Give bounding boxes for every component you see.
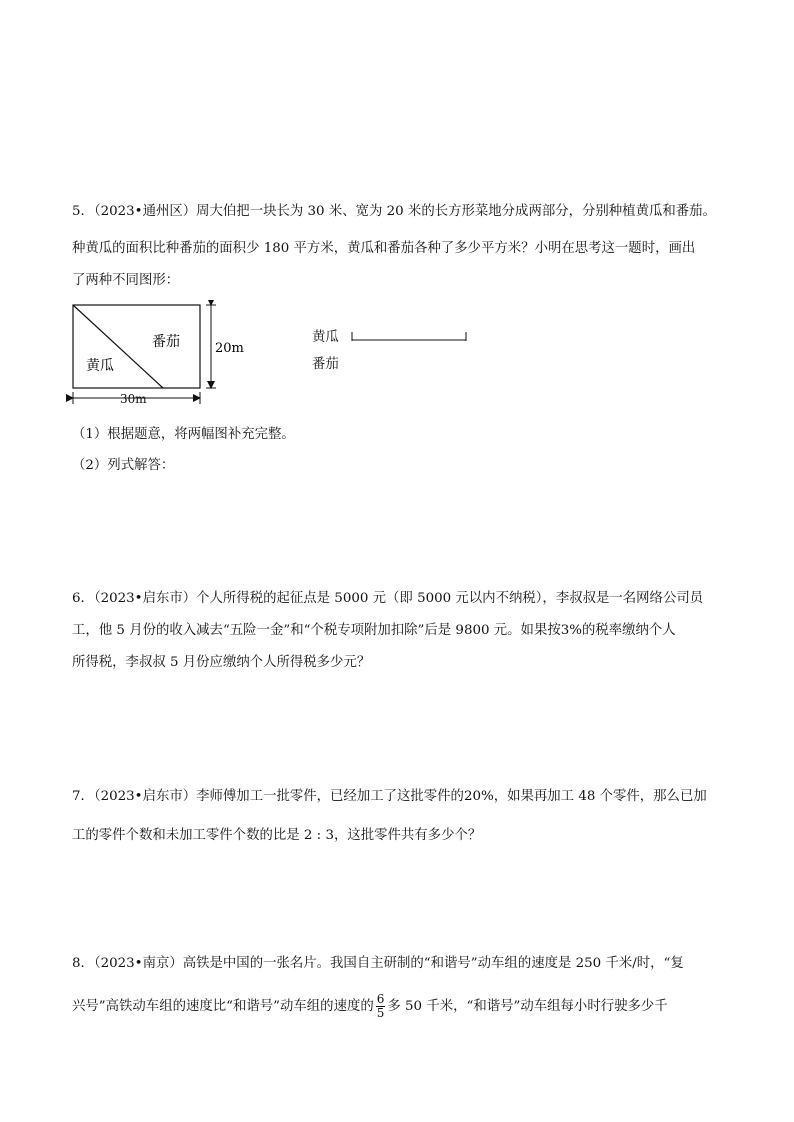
q5-line-1: 5．（2023•通州区）周大伯把一块长为 30 米、宽为 20 米的长方形菜地分成两部分，分别种植黄瓜和番茄。 <box>72 204 716 219</box>
q7-line-1: 7．（2023•启东市）李师傅加工一批零件，已经加工了这批零件的20%，如果再加工 48 个零件，那么已加 <box>72 789 707 804</box>
q6-line-1: 6．（2023•启东市）个人所得税的起征点是 5000 元（即 5000 元以内不纳税），李叔叔是一名网络公司员 <box>72 591 704 606</box>
label-width: 30m <box>120 392 147 406</box>
label-tomato: 番茄 <box>152 334 180 350</box>
field-rectangle <box>73 305 200 388</box>
fraction-denominator: 5 <box>376 1006 385 1020</box>
bar-label-tomato: 番茄 <box>312 357 339 372</box>
diagonal-divider <box>73 305 163 388</box>
label-cucumber: 黄瓜 <box>86 358 114 374</box>
q5-line-2: 种黄瓜的面积比种番茄的面积少 180 平方米，黄瓜和番茄各种了多少平方米？小明在思考这一题时，画出 <box>72 241 696 256</box>
q7-line-2: 工的零件个数和未加工零件个数的比是 2 : 3，这批零件共有多少个？ <box>72 828 482 843</box>
bar-label-cucumber: 黄瓜 <box>312 330 339 345</box>
q8-line-1: 8．（2023•南京）高铁是中国的一张名片。我国自主研制的“和谐号”动车组的速度是 250 千米/时，“复 <box>72 956 684 971</box>
q8-line-2 <box>72 993 668 1020</box>
fraction-six-fifths <box>376 993 386 1020</box>
rectangle-diagram <box>66 300 246 416</box>
q8-line-2-part-a: 兴号”高铁动车组的速度比“和谐号”动车组的速度的 <box>72 999 374 1014</box>
label-height: 20m <box>215 341 244 356</box>
q5-sub-1: （1）根据题意，将两幅图补充完整。 <box>72 427 295 442</box>
q5-sub-2: （2）列式解答： <box>72 458 175 473</box>
q6-line-3: 所得税，李叔叔 5 月份应缴纳个人所得税多少元？ <box>72 655 371 670</box>
q8-line-2-part-b: 多 50 千米，“和谐号”动车组每小时行驶多少千 <box>387 999 668 1014</box>
cucumber-segment-bar <box>350 330 470 344</box>
q6-line-2: 工，他 5 月份的收入减去“五险一金”和“个税专项附加扣除”后是 9800 元。如果按3%的税率缴纳个人 <box>72 623 676 638</box>
q5-line-3: 了两种不同图形： <box>72 273 180 288</box>
rectangle-diagram-svg <box>66 300 246 412</box>
fraction-numerator: 6 <box>376 992 385 1006</box>
